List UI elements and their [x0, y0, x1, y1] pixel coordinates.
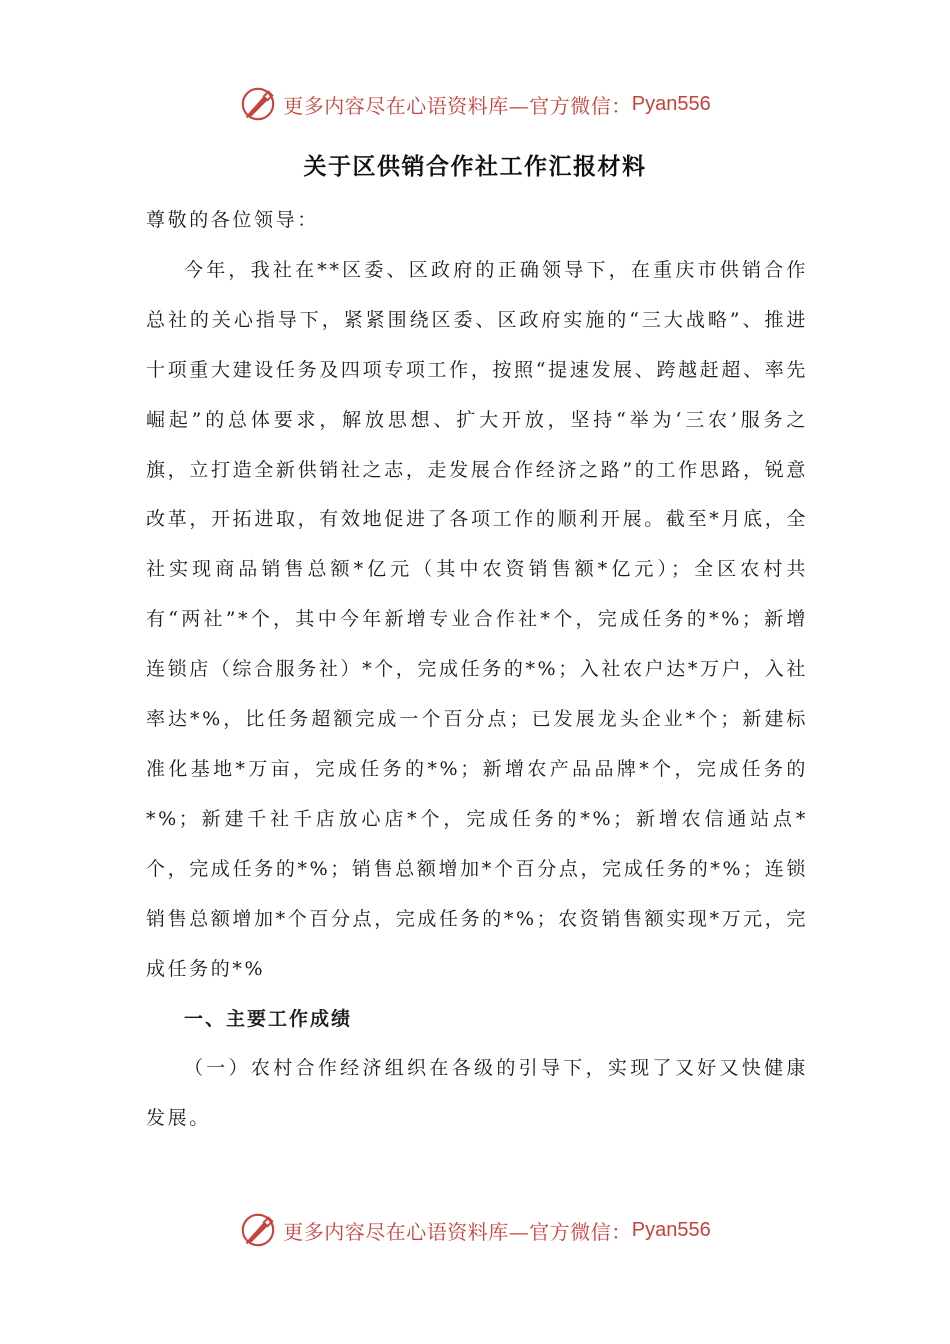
- document-title: 关于区供销合作社工作汇报材料: [303, 154, 647, 180]
- subsection-paragraph: （一）农村合作经济组织在各级的引导下，实现了又好又快健康发展。: [146, 1057, 808, 1130]
- wechat-handle: Pyan556: [631, 92, 711, 115]
- promo-text: 更多内容尽在心语资料库—官方微信：: [283, 1219, 632, 1244]
- pen-nib-logo-icon: [239, 85, 277, 123]
- salutation: 尊敬的各位领导：: [146, 209, 319, 231]
- document-body: [146, 196, 808, 1144]
- intro-paragraph: 今年，我社在**区委、区政府的正确领导下，在重庆市供销合作总社的关心指导下，紧紧围绕区委、区政府实施的“三大战略”、推进十项重大建设任务及四项专项工作，按照“提速发展、跨越赶超、率先崛起”的总体要求，解放思想、扩大开放，坚持“举为‘三农’服务之旗，立打造全新供销社之志，走发展合作经济之路”的工作思路，锐意改革，开拓进取，有效地促进了各项工作的顺利开展。截至*月底，全社实现商品销售总额*亿元（其中农资销售额*亿元）；全区农村共有“两社”*个，其中今年新增专业合作社*个，完成任务的*%；新增连锁店（综合服务社）*个，完成任务的*%；入社农户达*万户，入社率达*%，比任务超额完成一个百分点；已发展龙头企业*个；新建标准化基地*万亩，完成任务的*%；新增农产品品牌*个，完成任务的*%；新建千社千店放心店*个，完成任务的*%；新增农信通站点*个，完成任务的*%；销售总额增加*个百分点，完成任务的*%；连锁销售总额增加*个百分点，完成任务的*%；农资销售额实现*万元，完成任务的*%: [146, 258, 808, 980]
- wechat-handle: Pyan556: [631, 1218, 711, 1241]
- section-heading: 一、主要工作成绩: [184, 1007, 353, 1030]
- promo-text: 更多内容尽在心语资料库—官方微信：: [283, 93, 632, 118]
- pen-nib-logo-icon: [239, 1211, 277, 1249]
- header-watermark-banner: [0, 82, 950, 126]
- footer-watermark-banner: [0, 1208, 950, 1252]
